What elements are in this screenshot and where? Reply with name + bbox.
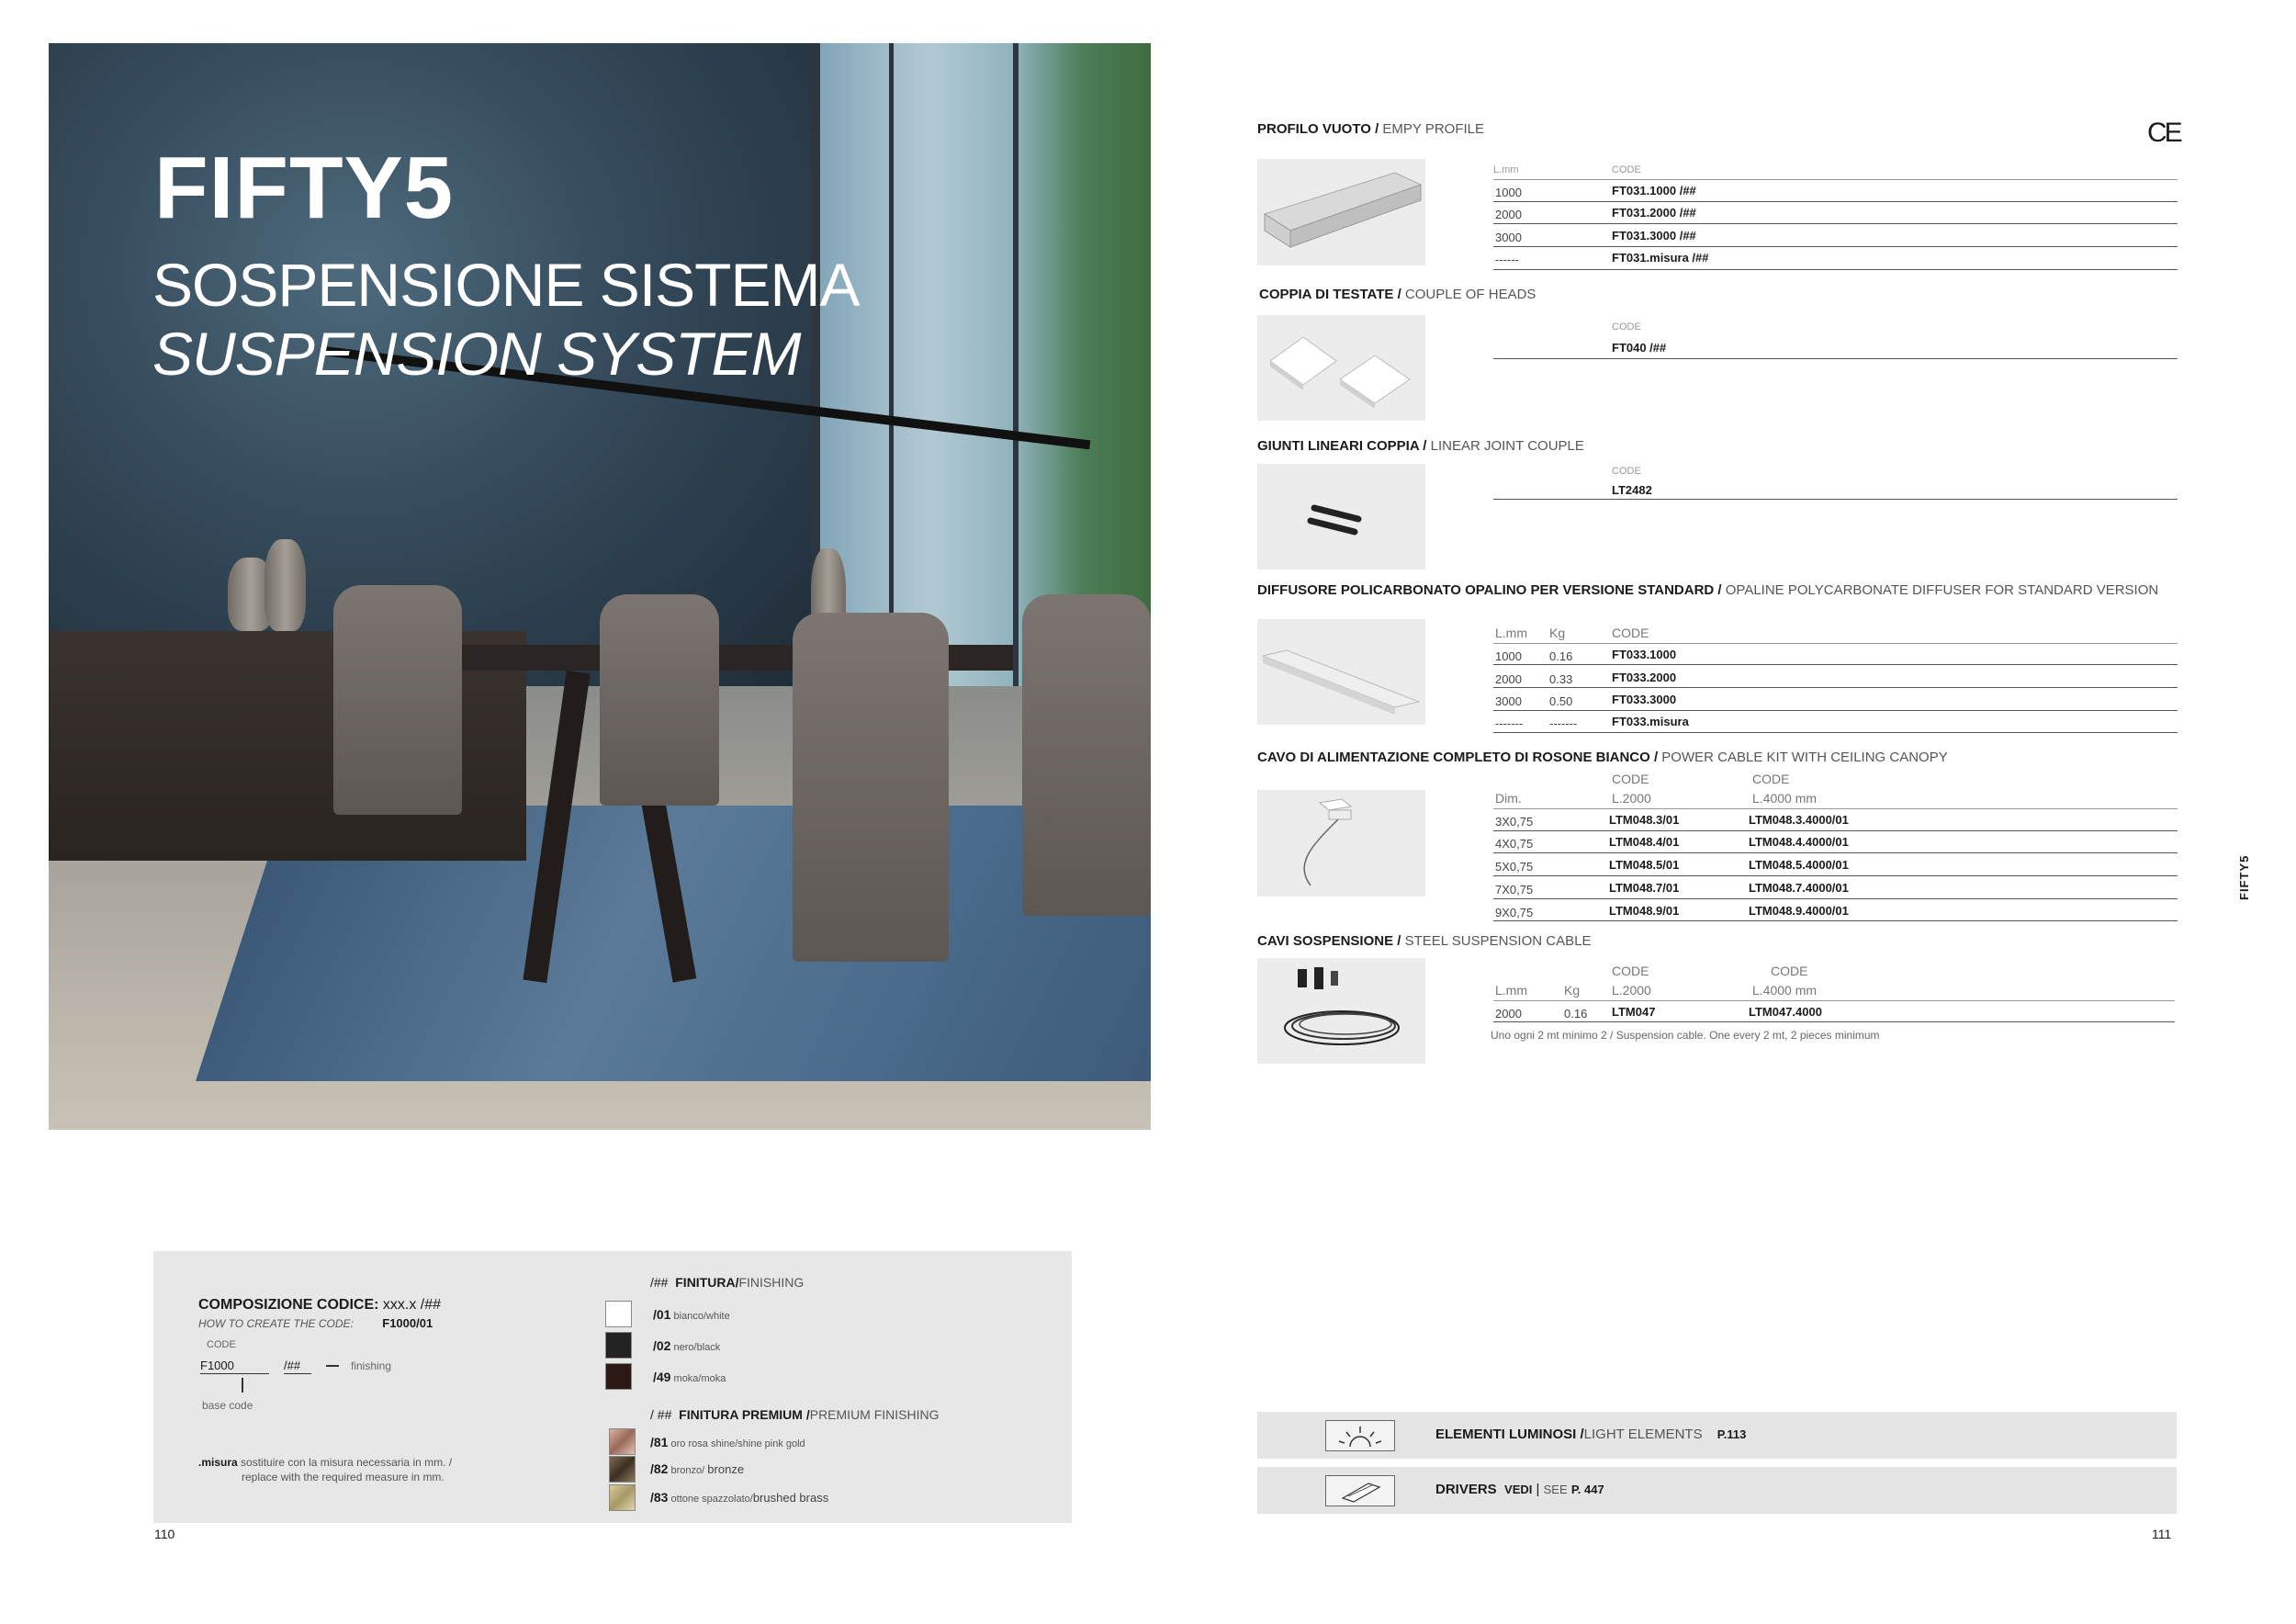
base-code-label: base code	[202, 1399, 253, 1412]
column-header: Kg	[1549, 626, 1566, 640]
misura-key: .misura	[198, 1456, 238, 1469]
steel-weight: 0.16	[1564, 1007, 1588, 1021]
table-rule	[1493, 808, 2178, 809]
hero-title: FIFTY5	[154, 139, 455, 237]
table-rule	[1493, 1000, 2175, 1001]
diffuser-length: -------	[1495, 716, 1524, 730]
finish-code: /81	[650, 1435, 669, 1449]
chair	[600, 594, 719, 806]
diffuser-thumbnail	[1257, 619, 1425, 725]
diffuser-length: 1000	[1495, 649, 1522, 663]
page-reference: P.113	[1716, 1427, 1747, 1441]
vase	[264, 539, 306, 631]
column-header: CODE	[1612, 964, 1649, 978]
diffuser-code: FT033.misura	[1612, 715, 1689, 728]
column-header: CODE	[1771, 964, 1808, 978]
finish-code: /83	[650, 1490, 669, 1505]
swatch-pink-gold	[609, 1428, 636, 1455]
premium-finishing-header	[650, 1407, 940, 1422]
table-rule	[1493, 830, 2178, 831]
section-title-bold: PROFILO VUOTO /	[1257, 121, 1379, 137]
cable-dim: 4X0,75	[1495, 837, 1534, 851]
chair	[333, 585, 462, 815]
finish-code: /01	[653, 1307, 671, 1322]
diffuser-weight: 0.50	[1549, 694, 1573, 708]
table-rule	[1493, 710, 2178, 711]
column-header: L.2000	[1612, 791, 1651, 806]
light-element-icon	[1325, 1420, 1395, 1451]
table-rule	[1493, 1021, 2175, 1022]
code-composition-box	[153, 1251, 1072, 1523]
section-title-bold: COPPIA DI TESTATE /	[1259, 287, 1401, 302]
diffuser-length: 2000	[1495, 672, 1522, 686]
table-rule	[1493, 875, 2178, 876]
joints-code: LT2482	[1612, 483, 1652, 497]
finishing-label: finishing	[351, 1359, 392, 1372]
table-rule	[1493, 179, 2178, 180]
driver-icon	[1325, 1475, 1395, 1506]
finish-label: oro rosa shine/shine pink gold	[670, 1438, 805, 1449]
cable-dim: 5X0,75	[1495, 860, 1534, 874]
base-code-example: F1000	[200, 1359, 269, 1374]
table-rule	[1493, 358, 2178, 359]
window-mullion	[1013, 43, 1019, 705]
profile-length: 3000	[1495, 231, 1522, 244]
premium-finish-item	[650, 1490, 828, 1505]
table-rule	[1493, 687, 2178, 688]
drivers-link[interactable]	[1435, 1482, 1604, 1497]
window-mullion	[889, 43, 894, 705]
misura-text-it: sostituire con la misura necessaria in mm. /	[241, 1456, 453, 1469]
premium-finish-item	[650, 1461, 744, 1476]
page-number-left: 110	[154, 1527, 175, 1541]
profile-code: FT031.3000 /##	[1612, 229, 1696, 242]
finish-label: bianco/white	[673, 1311, 730, 1322]
section-title-bold: CAVI SOSPENSIONE /	[1257, 933, 1401, 949]
steel-code-2000: LTM047	[1612, 1005, 1656, 1019]
finishing-header-light: FINISHING	[738, 1275, 805, 1290]
section-title-light: OPALINE POLYCARBONATE DIFFUSER FOR STANDARD VERSION	[1725, 582, 2159, 598]
cable-code-4000: LTM048.5.4000/01	[1749, 858, 1849, 872]
bar-label-bold: ELEMENTI LUMINOSI /	[1435, 1427, 1584, 1442]
misura-text-en: replace with the required measure in mm.	[242, 1471, 445, 1483]
diffuser-length: 3000	[1495, 694, 1522, 708]
column-header: L.mm	[1493, 164, 1519, 175]
code-composition-value: xxx.x /##	[382, 1297, 442, 1313]
code-label: CODE	[207, 1339, 236, 1350]
column-header: L.2000	[1612, 983, 1651, 998]
column-header: CODE	[1752, 772, 1790, 786]
finishing-header-code: /##	[650, 1275, 669, 1290]
steel-cable-thumbnail	[1257, 958, 1425, 1064]
bar-label-see: SEE	[1543, 1483, 1568, 1496]
finishing-placeholder: /##	[284, 1359, 311, 1374]
profile-code: FT031.1000 /##	[1612, 184, 1696, 197]
diffuser-weight: 0.16	[1549, 649, 1573, 663]
section-title-bold: DIFFUSORE POLICARBONATO OPALINO PER VERSIONE STANDARD /	[1257, 582, 1722, 598]
profile-code: FT031.misura /##	[1612, 251, 1709, 265]
column-header: Kg	[1564, 983, 1581, 998]
section-title-bold: CAVO DI ALIMENTAZIONE COMPLETO DI ROSONE BIANCO /	[1257, 750, 1659, 765]
swatch-black	[605, 1332, 632, 1359]
section-title-light: LINEAR JOINT COUPLE	[1430, 438, 1584, 454]
finish-label-en: bronze	[707, 1462, 745, 1476]
column-header: CODE	[1612, 772, 1649, 786]
profile-length: ------	[1495, 253, 1519, 266]
column-header: CODE	[1612, 164, 1641, 175]
column-header: L.4000 mm	[1752, 983, 1818, 998]
table-rule	[1493, 201, 2178, 202]
finish-label: moka/moka	[673, 1373, 726, 1384]
finish-label-en: brushed brass	[752, 1491, 829, 1505]
diffuser-code: FT033.1000	[1612, 648, 1677, 661]
cable-code-2000: LTM048.3/01	[1609, 813, 1680, 827]
finish-code: /82	[650, 1461, 669, 1476]
section-title-heads	[1259, 287, 1536, 302]
table-rule	[1493, 499, 2178, 500]
bar-separator: |	[1536, 1482, 1540, 1497]
swatch-brushed-brass	[609, 1484, 636, 1511]
bar-label-light: LIGHT ELEMENTS	[1583, 1427, 1703, 1442]
cable-code-2000: LTM048.9/01	[1609, 904, 1680, 918]
misura-note	[198, 1455, 452, 1484]
how-to-label: HOW TO CREATE THE CODE:	[198, 1317, 354, 1330]
cable-dim: 9X0,75	[1495, 906, 1534, 919]
how-to-example: F1000/01	[382, 1316, 433, 1330]
how-to-create-code	[198, 1316, 433, 1330]
cable-code-4000: LTM048.3.4000/01	[1749, 813, 1849, 827]
profile-length: 1000	[1495, 186, 1522, 199]
finishing-connector	[326, 1365, 339, 1367]
code-composition-label: COMPOSIZIONE CODICE:	[198, 1297, 379, 1313]
drivers-bar[interactable]	[1257, 1467, 2177, 1514]
cable-code-2000: LTM048.4/01	[1609, 835, 1680, 849]
finishing-header-bold: FINITURA/	[675, 1275, 739, 1290]
diffuser-code: FT033.2000	[1612, 671, 1677, 684]
hero-subtitle-it: SOSPENSIONE SISTEMA	[152, 251, 860, 319]
section-title-light: STEEL SUSPENSION CABLE	[1404, 933, 1592, 949]
section-title-steel	[1257, 933, 1591, 949]
diffuser-weight: 0.33	[1549, 672, 1573, 686]
table-rule	[1493, 664, 2178, 665]
diffuser-weight: -------	[1549, 716, 1578, 730]
profile-thumbnail	[1257, 159, 1425, 265]
code-composition-title	[198, 1297, 441, 1314]
table-rule	[1493, 223, 2178, 224]
finish-item	[653, 1338, 720, 1353]
column-header: CODE	[1612, 466, 1641, 477]
base-code-connector	[242, 1378, 243, 1393]
joints-thumbnail	[1257, 464, 1425, 570]
premium-finish-item	[650, 1435, 805, 1449]
finish-label: ottone spazzolato/	[670, 1494, 753, 1505]
section-title-diffuser	[1257, 582, 2158, 598]
section-title-light: EMPY PROFILE	[1382, 121, 1484, 137]
premium-header-bold: FINITURA PREMIUM /	[679, 1407, 810, 1422]
cable-code-4000: LTM048.7.4000/01	[1749, 881, 1849, 895]
column-header: L.mm	[1495, 983, 1527, 998]
profile-code: FT031.2000 /##	[1612, 206, 1696, 220]
diffuser-code: FT033.3000	[1612, 693, 1677, 706]
cable-code-4000: LTM048.9.4000/01	[1749, 904, 1849, 918]
table-rule	[1493, 643, 2178, 644]
chair	[1022, 594, 1151, 916]
steel-cable-note: Uno ogni 2 mt minimo 2 / Suspension cable. One every 2 mt, 2 pieces minimum	[1491, 1029, 1880, 1042]
bar-label-bold: DRIVERS	[1435, 1482, 1497, 1497]
steel-length: 2000	[1495, 1007, 1522, 1021]
column-header: Dim.	[1495, 791, 1522, 806]
finish-item	[653, 1307, 730, 1322]
table-rule	[1493, 269, 2178, 270]
column-header: L.4000 mm	[1752, 791, 1818, 806]
finishing-header	[650, 1275, 804, 1290]
cable-dim: 3X0,75	[1495, 815, 1534, 829]
column-header: L.mm	[1495, 626, 1527, 640]
cable-dim: 7X0,75	[1495, 883, 1534, 897]
swatch-white	[605, 1301, 632, 1327]
section-title-bold: GIUNTI LINEARI COPPIA /	[1257, 438, 1427, 454]
finish-item	[653, 1370, 726, 1384]
table-rule	[1493, 852, 2178, 853]
premium-header-code: / ##	[650, 1407, 672, 1422]
cable-thumbnail	[1257, 790, 1425, 897]
section-title-joints	[1257, 438, 1584, 454]
swatch-bronze	[609, 1456, 636, 1483]
steel-code-4000: LTM047.4000	[1749, 1005, 1822, 1019]
section-title-profile	[1257, 121, 1484, 137]
cable-code-4000: LTM048.4.4000/01	[1749, 835, 1849, 849]
table-rule	[1493, 246, 2178, 247]
cable-code-2000: LTM048.5/01	[1609, 858, 1680, 872]
finish-label: nero/black	[673, 1342, 721, 1353]
premium-header-light: PREMIUM FINISHING	[809, 1407, 940, 1422]
cable-code-2000: LTM048.7/01	[1609, 881, 1680, 895]
finish-label: bronzo/	[670, 1465, 705, 1476]
finish-code: /02	[653, 1338, 671, 1353]
ce-mark: CE	[2147, 118, 2180, 148]
light-elements-link[interactable]	[1435, 1427, 1746, 1442]
light-elements-bar[interactable]	[1257, 1412, 2177, 1459]
heads-code: FT040 /##	[1612, 341, 1667, 355]
bar-label-vedi: VEDI	[1504, 1483, 1533, 1496]
column-header: CODE	[1612, 321, 1641, 333]
section-title-light: COUPLE OF HEADS	[1404, 287, 1536, 302]
heads-thumbnail	[1257, 315, 1425, 421]
finish-code: /49	[653, 1370, 671, 1384]
hero-subtitle-en: SUSPENSION SYSTEM	[152, 320, 801, 388]
column-header: CODE	[1612, 626, 1649, 640]
table-rule	[1493, 732, 2178, 733]
profile-length: 2000	[1495, 208, 1522, 221]
section-title-light: POWER CABLE KIT WITH CEILING CANOPY	[1661, 750, 1948, 765]
side-tab-label: FIFTY5	[2237, 854, 2251, 900]
section-title-cable	[1257, 750, 1948, 765]
table-rule	[1493, 920, 2178, 921]
table-rule	[1493, 898, 2178, 899]
swatch-moka	[605, 1363, 632, 1390]
page-reference: P. 447	[1570, 1483, 1604, 1496]
page-number-right: 111	[2152, 1527, 2172, 1541]
chair	[793, 613, 949, 962]
